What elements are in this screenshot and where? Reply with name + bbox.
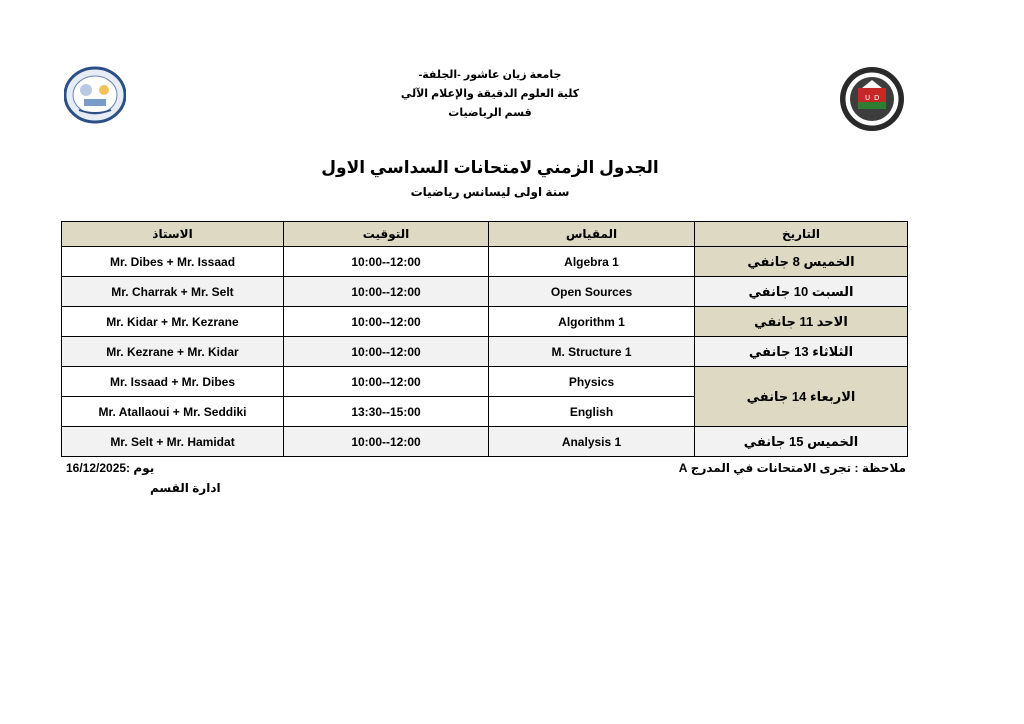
time-cell: 10:00--12:00 (284, 277, 489, 307)
table-row (62, 247, 908, 277)
time-cell: 10:00--12:00 (284, 337, 489, 367)
university-logo (838, 66, 906, 132)
header-date: التاريخ (695, 222, 908, 247)
module-cell: Analysis 1 (489, 427, 695, 457)
header-time: التوقيت (284, 222, 489, 247)
header-teacher: الاستاذ (62, 222, 284, 247)
date-cell: الخميس 8 جانفي (695, 247, 908, 277)
university-name: جامعة زيان عاشور -الجلفة- (418, 69, 562, 81)
time-cell: 13:30--15:00 (284, 397, 489, 427)
date-cell: الثلاثاء 13 جانفي (695, 337, 908, 367)
time-cell: 10:00--12:00 (284, 427, 489, 457)
date-cell: الخميس 15 جانفي (695, 427, 908, 457)
faculty-name: كلية العلوم الدقيقة والإعلام الآلي (400, 88, 580, 100)
department-name: قسم الرياضيات (448, 107, 532, 119)
module-cell: Physics (489, 367, 695, 397)
page-subtitle: سنة اولى ليسانس رياضيات (410, 185, 570, 199)
svg-text:D: D (874, 94, 880, 102)
exam-location-note: ملاحظة : تجرى الامتحانات في المدرج A (678, 461, 906, 475)
teacher-cell: Mr. Kidar + Mr. Kezrane (62, 307, 284, 337)
teacher-cell: Mr. Dibes + Mr. Issaad (62, 247, 284, 277)
teacher-cell: Mr. Issaad + Mr. Dibes (62, 367, 284, 397)
department-signature: ادارة القسم (150, 481, 221, 495)
date-cell: الاربعاء 14 جانفي (695, 367, 908, 427)
issue-date (66, 461, 154, 475)
module-cell: Open Sources (489, 277, 695, 307)
table-header-row (62, 222, 908, 247)
teacher-cell: Mr. Charrak + Mr. Selt (62, 277, 284, 307)
table-row (62, 277, 908, 307)
svg-text:U: U (865, 94, 871, 102)
date-cell: الاحد 11 جانفي (695, 307, 908, 337)
exam-schedule-table (61, 221, 908, 457)
faculty-logo (64, 66, 126, 124)
time-cell: 10:00--12:00 (284, 247, 489, 277)
institution-header (340, 66, 640, 123)
table-row (62, 337, 908, 367)
teacher-cell: Mr. Atallaoui + Mr. Seddiki (62, 397, 284, 427)
page-title: الجدول الزمني لامتحانات السداسي الاول (321, 158, 659, 177)
date-cell: السبت 10 جانفي (695, 277, 908, 307)
table-row (62, 307, 908, 337)
table-row (62, 367, 908, 397)
module-cell: English (489, 397, 695, 427)
module-cell: Algebra 1 (489, 247, 695, 277)
teacher-cell: Mr. Kezrane + Mr. Kidar (62, 337, 284, 367)
teacher-cell: Mr. Selt + Mr. Hamidat (62, 427, 284, 457)
time-cell: 10:00--12:00 (284, 307, 489, 337)
issue-date-label: يوم (133, 461, 155, 475)
issue-date-value: 16/12/2025: (66, 461, 131, 475)
module-cell: Algorithm 1 (489, 307, 695, 337)
header-module: المقياس (489, 222, 695, 247)
time-cell: 10:00--12:00 (284, 367, 489, 397)
module-cell: M. Structure 1 (489, 337, 695, 367)
table-row (62, 427, 908, 457)
